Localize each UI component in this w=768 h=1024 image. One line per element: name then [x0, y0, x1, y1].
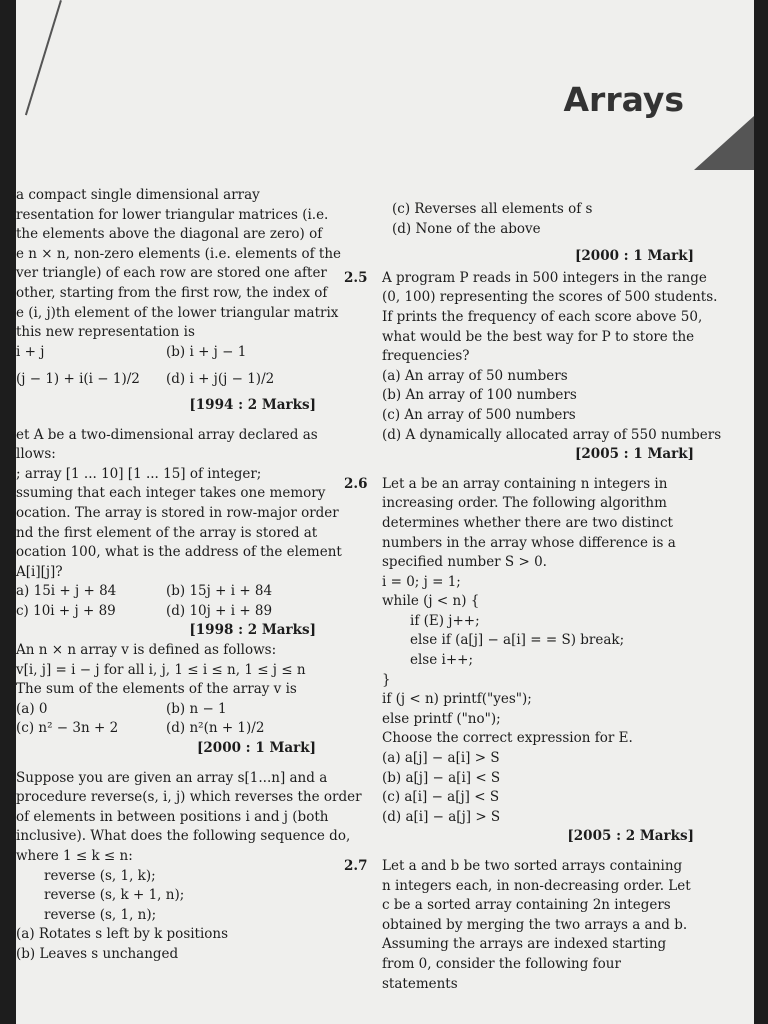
option-a: (a) An array of 50 numbers [382, 367, 568, 384]
option-d: (d) 10j + i + 89 [166, 602, 273, 619]
options-row [16, 602, 316, 622]
text-line: resentation for lower triangular matrices (i.e. [16, 206, 329, 223]
question-text [16, 769, 362, 867]
option-a: a) 15i + j + 84 [16, 583, 117, 600]
question-body [382, 475, 694, 828]
code-line: if (E) j++; [410, 612, 480, 629]
marks-label: [2005 : 2 Marks] [567, 828, 694, 845]
question-2-3-text [16, 186, 342, 343]
option-a: (a) a[j] − a[i] > S [382, 750, 500, 767]
text-line: inclusive). What does the following sequence do, [16, 828, 351, 845]
option-b: (b) Leaves s unchanged [16, 945, 179, 962]
text-line: ocation 100, what is the address of the element [16, 544, 342, 561]
options-row [16, 719, 316, 739]
text-line: procedure reverse(s, i, j) which reverses the order [16, 789, 362, 806]
text-line: Suppose you are given an array s[1...n] and a [16, 769, 328, 786]
option-b: (b) a[j] − a[i] < S [382, 769, 501, 786]
option-c: (j − 1) + i(i − 1)/2 [16, 371, 140, 388]
text-line: of elements in between positions i and j (both [16, 808, 329, 825]
code-line: else printf ("no"); [382, 710, 501, 727]
text-line: a compact single dimensional array [16, 187, 260, 203]
marks-label: [2005 : 1 Mark] [575, 446, 694, 463]
code-block [16, 867, 316, 926]
option-d: (d) a[i] − a[j] > S [382, 808, 501, 825]
option-a: (a) 0 [16, 700, 48, 717]
code-line: if (j < n) printf("yes"); [382, 691, 532, 708]
options-row [16, 343, 316, 363]
text-line: et A be a two-dimensional array declared as [16, 426, 318, 443]
code-line: else if (a[j] − a[i] = = S) break; [410, 632, 625, 649]
text-line: ver triangle) of each row are stored one after [16, 265, 327, 282]
question-body [382, 269, 721, 445]
marks-label: [2000 : 1 Mark] [197, 740, 316, 757]
question-text: Let a be an array containing n integers in increasing order. The following algorithm determines whether there are two distinct numbers in the array whose difference is a specified number S > 0. [382, 475, 676, 571]
options-row [16, 370, 316, 390]
option-d: (d) n²(n + 1)/2 [166, 720, 265, 737]
option-d: (d) A dynamically allocated array of 550 numbers [382, 426, 722, 443]
text-line: ssuming that each integer takes one memory [16, 485, 326, 502]
option-b: (b) An array of 100 numbers [382, 387, 577, 404]
text-line: e (i, j)th element of the lower triangular matrix [16, 304, 339, 321]
text-line: ocation. The array is stored in row-major order [16, 504, 339, 521]
chapter-title: Arrays [563, 80, 684, 119]
question-text: A program P reads in 500 integers in the range (0, 100) representing the scores of 500 students. If prints the frequency of each score above 50, what would be the best way for P to store the frequencies? [382, 269, 718, 365]
right-column [344, 200, 722, 994]
text-line: where 1 ≤ k ≤ n: [16, 848, 133, 864]
question-2-7 [344, 857, 694, 994]
text-line: e n × n, non-zero elements (i.e. elements of the [16, 245, 342, 262]
text-line: this new representation is [16, 324, 195, 341]
code-line: reverse (s, k + 1, n); [44, 887, 185, 904]
question-2-6 [344, 475, 694, 828]
text-line: The sum of the elements of the array v is [16, 681, 297, 698]
question-2-5 [344, 269, 722, 445]
option-b: (b) i + j − 1 [166, 343, 247, 360]
option-c: (c) Reverses all elements of s [392, 201, 593, 217]
code-line: else i++; [410, 652, 474, 669]
decorative-line [25, 0, 62, 115]
option-a: i + j [16, 343, 45, 360]
text-line: llows: [16, 446, 56, 463]
option-c: (c) An array of 500 numbers [382, 406, 576, 423]
code-line: } [382, 671, 391, 688]
options-row [16, 700, 316, 720]
text-line: the elements above the diagonal are zero) of [16, 226, 323, 243]
code-block [382, 573, 694, 730]
text-line: A[i][j]? [16, 563, 63, 580]
option-a: (a) Rotates s left by k positions [16, 926, 229, 943]
question-2-4-text [16, 426, 342, 583]
question-text [16, 641, 316, 700]
marks-label: [1994 : 2 Marks] [189, 396, 316, 413]
options-row [16, 582, 316, 602]
option-c: (c) a[i] − a[j] < S [382, 789, 500, 806]
text-line: other, starting from the first row, the index of [16, 284, 328, 301]
text-line: ; array [1 ... 10] [1 ... 15] of integer; [16, 465, 262, 482]
text-line: v[i, j] = i − j for all i, j, 1 ≤ i ≤ n, 1 ≤ j ≤ n [16, 661, 306, 678]
question-number: 2.6 [344, 475, 368, 492]
option-b: (b) n − 1 [166, 700, 227, 717]
option-c: c) 10i + j + 89 [16, 602, 116, 619]
question-prompt: Choose the correct expression for E. [382, 730, 633, 747]
code-line: i = 0; j = 1; [382, 573, 461, 590]
corner-triangle [694, 116, 754, 170]
question-text: Let a and b be two sorted arrays containing n integers each, in non-decreasing order. Let c be a sorted array containing 2n integers obtained by merging the two arrays a and b. Assuming the arrays are indexed starting from 0, consider the following four statements [382, 858, 691, 992]
question-number: 2.7 [344, 858, 368, 874]
option-d: (d) None of the above [392, 220, 541, 237]
text-line: An n × n array v is defined as follows: [16, 642, 277, 659]
text-line: nd the first element of the array is stored at [16, 524, 318, 541]
question-number: 2.5 [344, 269, 368, 286]
option-c: (c) n² − 3n + 2 [16, 720, 119, 737]
code-line: reverse (s, 1, k); [44, 867, 156, 884]
option-d: (d) i + j(j − 1)/2 [166, 371, 275, 388]
option-b: (b) 15j + i + 84 [166, 583, 273, 600]
marks-label: [1998 : 2 Marks] [189, 622, 316, 639]
marks-label: [2000 : 1 Mark] [575, 248, 694, 265]
code-line: reverse (s, 1, n); [44, 906, 157, 923]
book-page [16, 0, 754, 1024]
code-line: while (j < n) { [382, 593, 480, 610]
